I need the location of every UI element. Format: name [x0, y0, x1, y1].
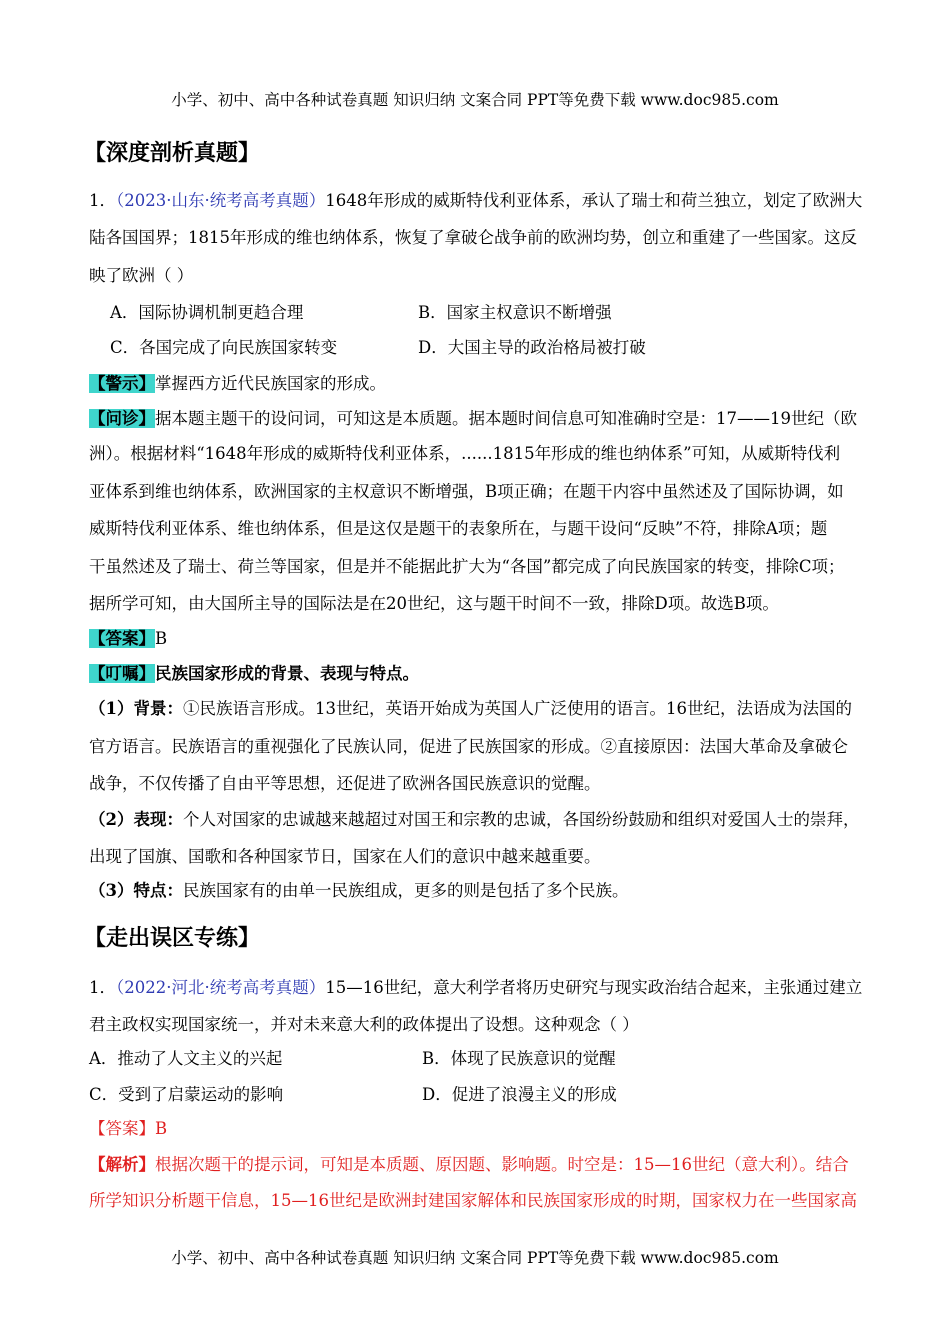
analysis-line-2: 所学知识分析题干信息，15—16世纪是欧洲封建国家解体和民族国家形成的时期，国家权力在一些国家高 [89, 1191, 857, 1210]
option-b: B．国家主权意识不断增强 [418, 303, 612, 322]
performance-line-1 [89, 806, 859, 830]
background-line-1 [89, 695, 852, 719]
page-header: 小学、初中、高中各种试卷真题 知识归纳 文案合同 PPT等免费下载 www.doc985.com [171, 91, 779, 109]
diagnosis-line-5: 干虽然述及了瑞士、荷兰等国家，但是并不能据此扩大为“各国”都完成了向民族国家的转变，排除C项； [89, 557, 845, 576]
answer-text: B [155, 629, 168, 648]
diagnosis-tag: 【问诊】 [89, 409, 155, 428]
diagnosis-line-3: 亚体系到维也纳体系，欧洲国家的主权意识不断增强，B项正确；在题干内容中虽然述及了国际协调，如 [89, 482, 844, 501]
question-1-line-1 [89, 187, 862, 211]
feature-line [89, 877, 628, 901]
reminder-text: 民族国家形成的背景、表现与特点。 [155, 664, 419, 683]
page-footer: 小学、初中、高中各种试卷真题 知识归纳 文案合同 PPT等免费下载 www.doc985.com [171, 1249, 779, 1267]
practice-option-b: B．体现了民族意识的觉醒 [422, 1049, 616, 1068]
question-source: （2023·山东·统考高考真题） [116, 191, 326, 210]
warning-tag: 【警示】 [89, 374, 155, 393]
diagnosis-line-1 [89, 405, 857, 429]
analysis-line-1 [89, 1151, 849, 1175]
performance-text: 个人对国家的忠诚越来越超过对国王和宗教的忠诚，各国纷纷鼓励和组织对爱国人士的崇拜， [182, 810, 860, 829]
question-text: 1648年形成的威斯特伐利亚体系，承认了瑞士和荷兰独立，划定了欧洲大 [325, 191, 863, 210]
analysis-tag: 【解析】 [89, 1155, 155, 1174]
practice-question-line-1 [89, 974, 862, 998]
feature-label: （3）特点： [89, 881, 183, 900]
option-a: A．国际协调机制更趋合理 [110, 303, 304, 322]
background-label: （1）背景： [89, 699, 183, 718]
practice-answer: 【答案】B [89, 1119, 168, 1138]
practice-question-number: 1． [89, 978, 116, 997]
feature-text: 民族国家有的由单一民族组成，更多的则是包括了多个民族。 [182, 881, 629, 900]
reminder-tag: 【叮嘱】 [89, 664, 155, 683]
diagnosis-text: 据本题主题干的设问词，可知这是本质题。据本题时间信息可知准确时空是：17——19世纪（欧 [155, 409, 857, 428]
warning-line [89, 370, 386, 394]
warning-text: 掌握西方近代民族国家的形成。 [155, 374, 386, 393]
analysis-text: 根据次题干的提示词，可知是本质题、原因题、影响题。时空是：15—16世纪（意大利）。结合 [155, 1155, 849, 1174]
background-text: ①民族语言形成。13世纪，英语开始成为英国人广泛使用的语言。16世纪，法语成为法国的 [182, 699, 852, 718]
answer-tag: 【答案】 [89, 629, 155, 648]
background-line-3: 战争，不仅传播了自由平等思想，还促进了欧洲各国民族意识的觉醒。 [89, 774, 601, 793]
practice-question-line-2: 君主政权实现国家统一，并对未来意大利的政体提出了设想。这种观念（ ） [89, 1015, 639, 1034]
question-1-line-2: 陆各国国界；1815年形成的维也纳体系，恢复了拿破仑战争前的欧洲均势，创立和重建了一些国家。这反 [89, 228, 857, 247]
performance-line-2: 出现了国旗、国歌和各种国家节日，国家在人们的意识中越来越重要。 [89, 847, 601, 866]
performance-label: （2）表现： [89, 810, 183, 829]
section-title-practice: 【走出误区专练】 [84, 926, 261, 951]
diagnosis-line-6: 据所学可知，由大国所主导的国际法是在20世纪，这与题干时间不一致，排除D项。故选B项。 [89, 594, 779, 613]
option-c: C．各国完成了向民族国家转变 [110, 338, 338, 357]
question-1-line-3: 映了欧洲（ ） [89, 266, 194, 285]
practice-question-text: 15—16世纪，意大利学者将历史研究与现实政治结合起来，主张通过建立 [325, 978, 863, 997]
practice-question-source: （2022·河北·统考高考真题） [116, 978, 326, 997]
reminder-line [89, 660, 419, 684]
answer-line [89, 625, 167, 649]
practice-option-d: D．促进了浪漫主义的形成 [422, 1085, 617, 1104]
option-d: D．大国主导的政治格局被打破 [418, 338, 646, 357]
background-line-2: 官方语言。民族语言的重视强化了民族认同，促进了民族国家的形成。②直接原因：法国大革命及拿破仑 [89, 737, 848, 756]
question-number: 1． [89, 191, 116, 210]
section-title-analysis: 【深度剖析真题】 [84, 141, 261, 166]
diagnosis-line-2: 洲）。根据材料“1648年形成的威斯特伐利亚体系，......1815年形成的维也纳体系”可知，从威斯特伐利 [89, 444, 841, 463]
practice-option-a: A．推动了人文主义的兴起 [89, 1049, 283, 1068]
practice-option-c: C．受到了启蒙运动的影响 [89, 1085, 284, 1104]
diagnosis-line-4: 威斯特伐利亚体系、维也纳体系，但是这仅是题干的表象所在，与题干设问“反映”不符，排除A项；题 [89, 519, 828, 538]
